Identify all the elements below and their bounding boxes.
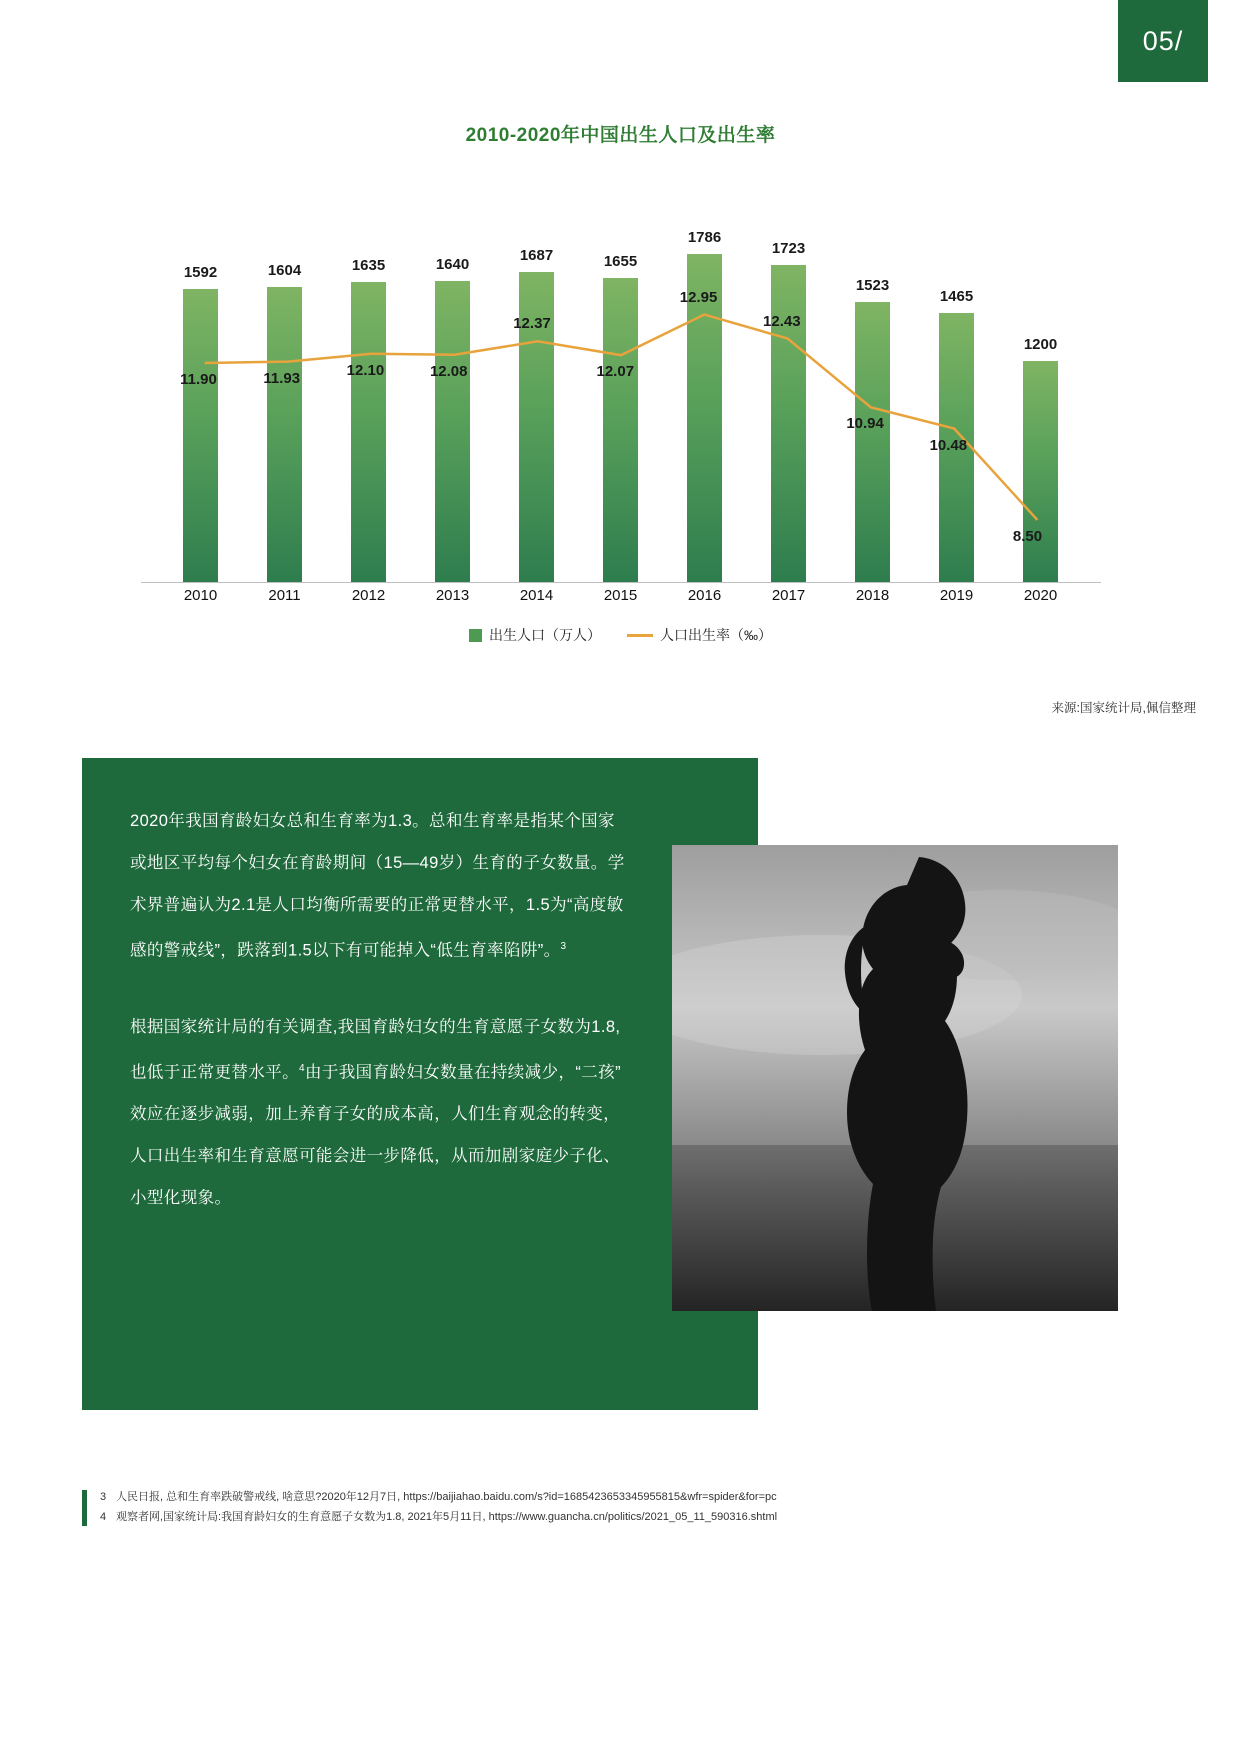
footnote-number: 3 [100, 1491, 107, 1503]
page-number-badge [1118, 0, 1208, 82]
x-tick-label: 2013 [435, 587, 470, 604]
chart-source: 来源:国家统计局,佩信整理 [1051, 701, 1196, 715]
x-axis-line [141, 582, 1101, 583]
x-tick-label: 2012 [351, 587, 386, 604]
x-tick-label: 2017 [771, 587, 806, 604]
bar-value-label: 1465 [939, 287, 974, 305]
rate-value-label: 12.07 [596, 363, 635, 381]
bar-value-label: 1523 [855, 277, 890, 295]
rate-value-label: 12.43 [763, 312, 801, 330]
footnote-number: 4 [100, 1511, 107, 1523]
page-number: 05/ [1142, 25, 1184, 56]
chart-legend [0, 625, 1241, 645]
x-tick-label: 2020 [1023, 587, 1058, 604]
legend-label-line: 人口出生率（‰） [660, 627, 772, 643]
legend-label-bar: 出生人口（万人） [489, 627, 601, 643]
bar-value-label: 1723 [771, 240, 806, 258]
x-tick-label: 2014 [519, 587, 554, 604]
pregnant-woman-photo [672, 845, 1118, 1311]
bar-value-label: 1604 [267, 262, 302, 280]
rate-value-label: 12.08 [429, 362, 468, 380]
legend-item-bar [469, 625, 601, 645]
x-tick-label: 2019 [939, 587, 974, 604]
footnote-item [100, 1487, 1082, 1507]
chart-plot-area [141, 183, 1101, 604]
chart-container [0, 120, 1241, 740]
legend-item-line [627, 625, 772, 645]
rate-line [204, 312, 1037, 520]
rate-value-label: 10.48 [929, 436, 968, 454]
x-tick-label: 2015 [603, 587, 638, 604]
footnote-item [100, 1507, 1082, 1527]
footnotes [82, 1487, 1082, 1527]
rate-value-label: 12.37 [513, 315, 551, 333]
x-tick-label: 2018 [855, 587, 890, 604]
bar-value-label: 1687 [519, 246, 554, 264]
x-tick-label: 2011 [268, 587, 301, 604]
panel-paragraph-2 [130, 1006, 630, 1220]
chart-title: 2010-2020年中国出生人口及出生率 [465, 125, 776, 146]
panel-paragraph-2-text-a: 根据国家统计局的有关调查,我国育龄妇女的生育意愿子女数为1.8,也低于正常更替水平。 [130, 1017, 621, 1081]
bar-value-label: 1635 [351, 256, 386, 274]
x-tick-label: 2016 [687, 587, 722, 604]
footnote-text: 观察者网,国家统计局:我国育龄妇女的生育意愿子女数为1.8, 2021年5月11日, https://www.guancha.cn/politics/2021_05_11_590316.shtml [116, 1511, 778, 1523]
rate-value-label: 12.95 [679, 288, 718, 306]
footnote-ref-3: 3 [560, 941, 567, 952]
bar-value-label: 1592 [183, 264, 218, 282]
bar-value-label: 1786 [687, 228, 722, 246]
panel-paragraph-2-text-b: 由于我国育龄妇女数量在持续减少，“二孩”效应在逐步减弱，加上养育子女的成本高，人们生育观念的转变，人口出生率和生育意愿可能会进一步降低，从而加剧家庭少子化、小型化现象。 [130, 1063, 621, 1207]
rate-value-label: 11.90 [180, 371, 217, 388]
panel-paragraph-1-text: 2020年我国育龄妇女总和生育率为1.3。总和生育率是指某个国家或地区平均每个妇女在育龄期间（15—49岁）生育的子女数量。学术界普遍认为2.1是人口均衡所需要的正常更替水平，1.5为“高度敏感的警戒线”，跌落到1.5以下有可能掉入“低生育率陷阱”。 [130, 812, 625, 960]
bar-value-label: 1200 [1023, 336, 1058, 354]
x-tick-label: 2010 [183, 587, 218, 604]
footnote-list [100, 1487, 1082, 1527]
legend-line-icon [627, 634, 653, 637]
rate-value-label: 10.94 [846, 415, 884, 433]
footnote-ref-4: 4 [299, 1062, 305, 1074]
rate-value-label: 8.50 [1012, 527, 1043, 545]
bar-value-label: 1640 [435, 255, 470, 273]
photo-graphic [672, 845, 1118, 1311]
rate-value-label: 11.93 [263, 369, 301, 387]
x-axis-tick-labels [141, 587, 1101, 613]
legend-swatch-icon [469, 629, 482, 642]
footnote-text: 人民日报, 总和生育率跌破警戒线, 啥意思?2020年12月7日, https://baijiahao.baidu.com/s?id=1685423653345955815&wfr=spider&for=pc [116, 1491, 777, 1503]
rate-value-label: 12.10 [346, 361, 385, 379]
panel-paragraph-1 [130, 800, 630, 972]
footnote-accent-bar [82, 1490, 87, 1526]
panel-text-block [130, 800, 630, 1253]
bar-value-label: 1655 [603, 252, 638, 270]
